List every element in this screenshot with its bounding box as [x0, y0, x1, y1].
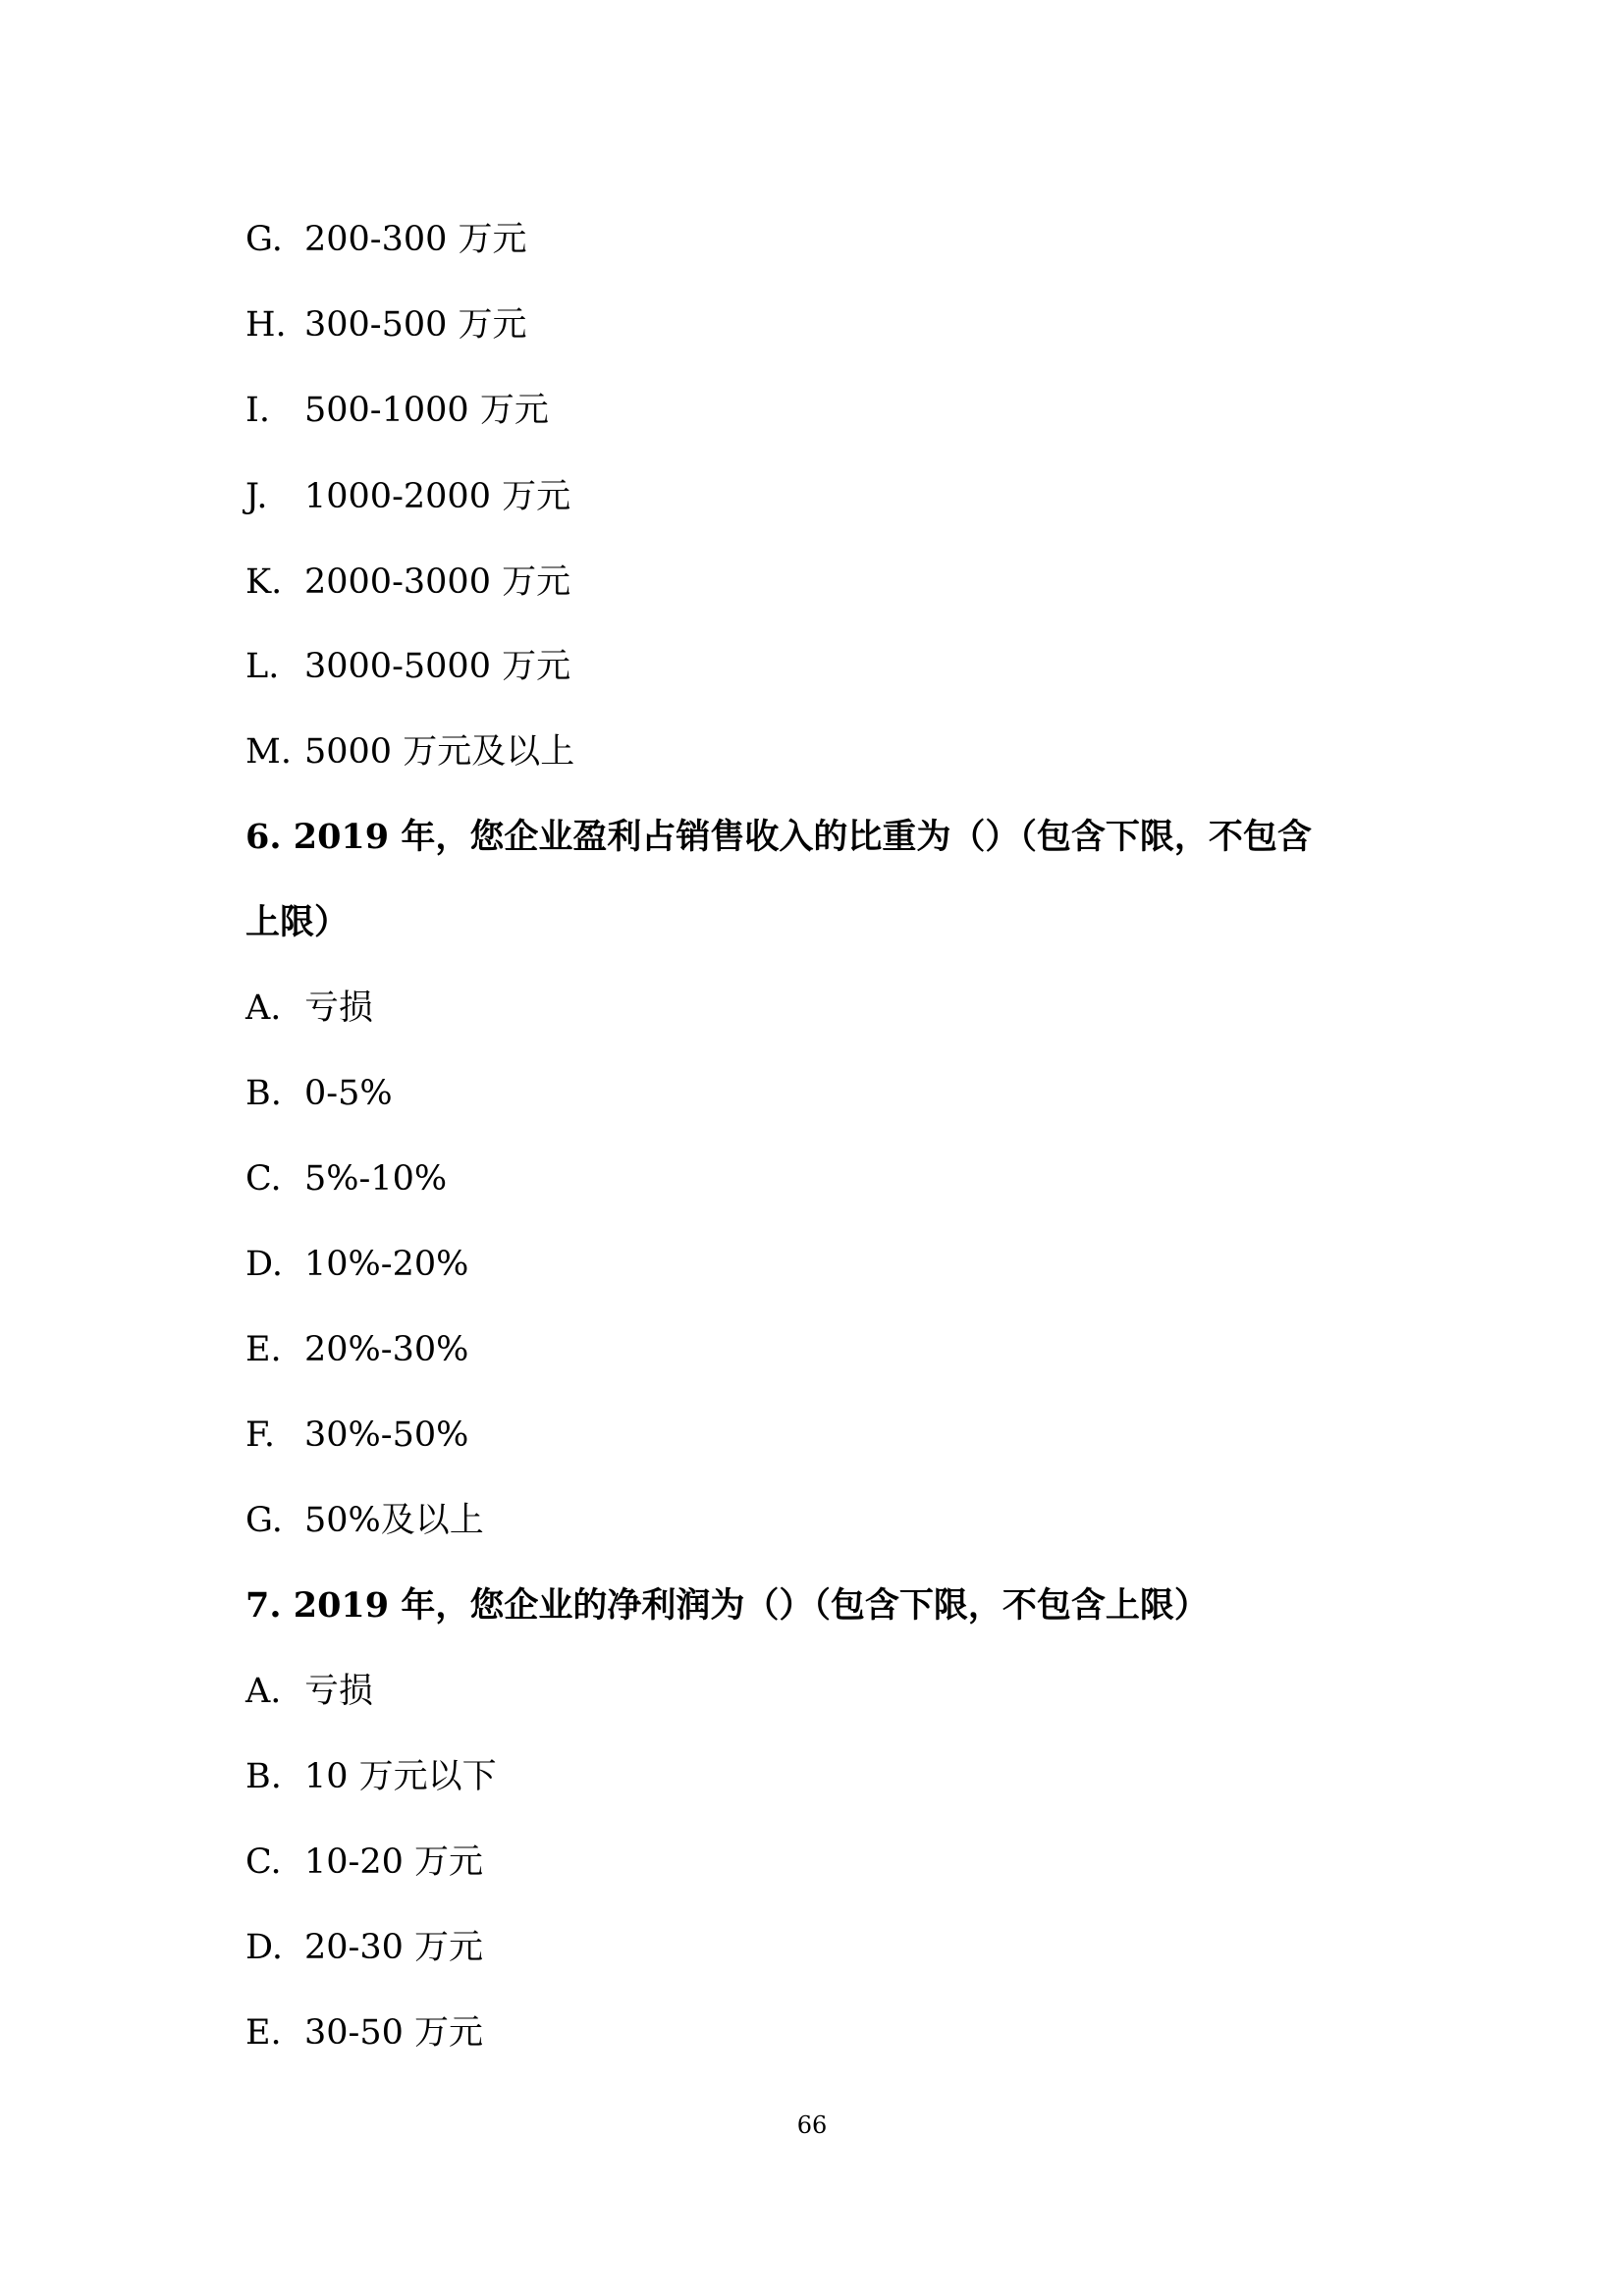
option-text: 20%-30% — [304, 1330, 469, 1369]
option-label: F. — [245, 1415, 275, 1455]
option-text: 亏损 — [304, 1672, 374, 1711]
option-label: K. — [245, 562, 283, 602]
option-text: 2000-3000 万元 — [304, 562, 571, 602]
option-text: 300-500 万元 — [304, 305, 527, 345]
option-text: 亏损 — [304, 988, 374, 1028]
option-text: 10 万元以下 — [304, 1757, 497, 1796]
page-number: 66 — [796, 2111, 828, 2139]
option-label: H. — [245, 305, 287, 345]
question-7-title: 7. 2019 年，您企业的净利润为（）（包含下限，不包含上限） — [245, 1585, 1209, 1626]
option-label: M. — [245, 732, 292, 772]
option-item — [245, 561, 570, 604]
option-item — [245, 1157, 447, 1201]
option-text: 30%-50% — [304, 1415, 469, 1455]
option-item — [245, 218, 527, 261]
option-label: C. — [245, 1842, 282, 1882]
option-text: 200-300 万元 — [304, 220, 527, 259]
option-item — [245, 475, 570, 518]
option-item — [245, 1926, 483, 1969]
option-label: D. — [245, 1245, 283, 1284]
option-text: 50%及以上 — [304, 1501, 484, 1540]
option-item — [245, 1414, 468, 1457]
option-item — [245, 645, 570, 688]
option-item — [245, 1328, 468, 1371]
option-label: B. — [245, 1074, 282, 1113]
option-label: G. — [245, 220, 283, 259]
option-item — [245, 1670, 373, 1713]
question-6-title-line1: 6. 2019 年，您企业盈利占销售收入的比重为（）（包含下限，不包含 — [245, 817, 1312, 857]
option-label: D. — [245, 1928, 283, 1967]
option-text: 10%-20% — [304, 1245, 469, 1284]
option-label: J. — [245, 477, 268, 516]
question-6-title-line2: 上限） — [245, 902, 350, 942]
option-item — [245, 1841, 483, 1884]
option-label: I. — [245, 391, 270, 430]
option-label: B. — [245, 1757, 282, 1796]
option-text: 30-50 万元 — [304, 2013, 484, 2053]
option-text: 1000-2000 万元 — [304, 477, 571, 516]
option-item — [245, 2011, 483, 2055]
option-label: E. — [245, 2013, 282, 2053]
option-text: 500-1000 万元 — [304, 391, 549, 430]
option-item — [245, 1072, 393, 1115]
option-label: A. — [245, 988, 282, 1028]
option-text: 0-5% — [304, 1074, 393, 1113]
option-item — [245, 303, 527, 347]
option-label: C. — [245, 1159, 282, 1199]
option-text: 5%-10% — [304, 1159, 448, 1199]
option-item — [245, 1499, 484, 1542]
option-text: 5000 万元及以上 — [304, 732, 575, 772]
option-item — [245, 1243, 468, 1286]
option-text: 3000-5000 万元 — [304, 647, 571, 686]
option-item — [245, 730, 574, 774]
option-text: 10-20 万元 — [304, 1842, 484, 1882]
option-label: A. — [245, 1672, 282, 1711]
option-label: L. — [245, 647, 280, 686]
option-item — [245, 1755, 497, 1798]
option-label: E. — [245, 1330, 282, 1369]
option-item — [245, 389, 549, 432]
option-item — [245, 987, 373, 1030]
option-label: G. — [245, 1501, 283, 1540]
option-text: 20-30 万元 — [304, 1928, 484, 1967]
